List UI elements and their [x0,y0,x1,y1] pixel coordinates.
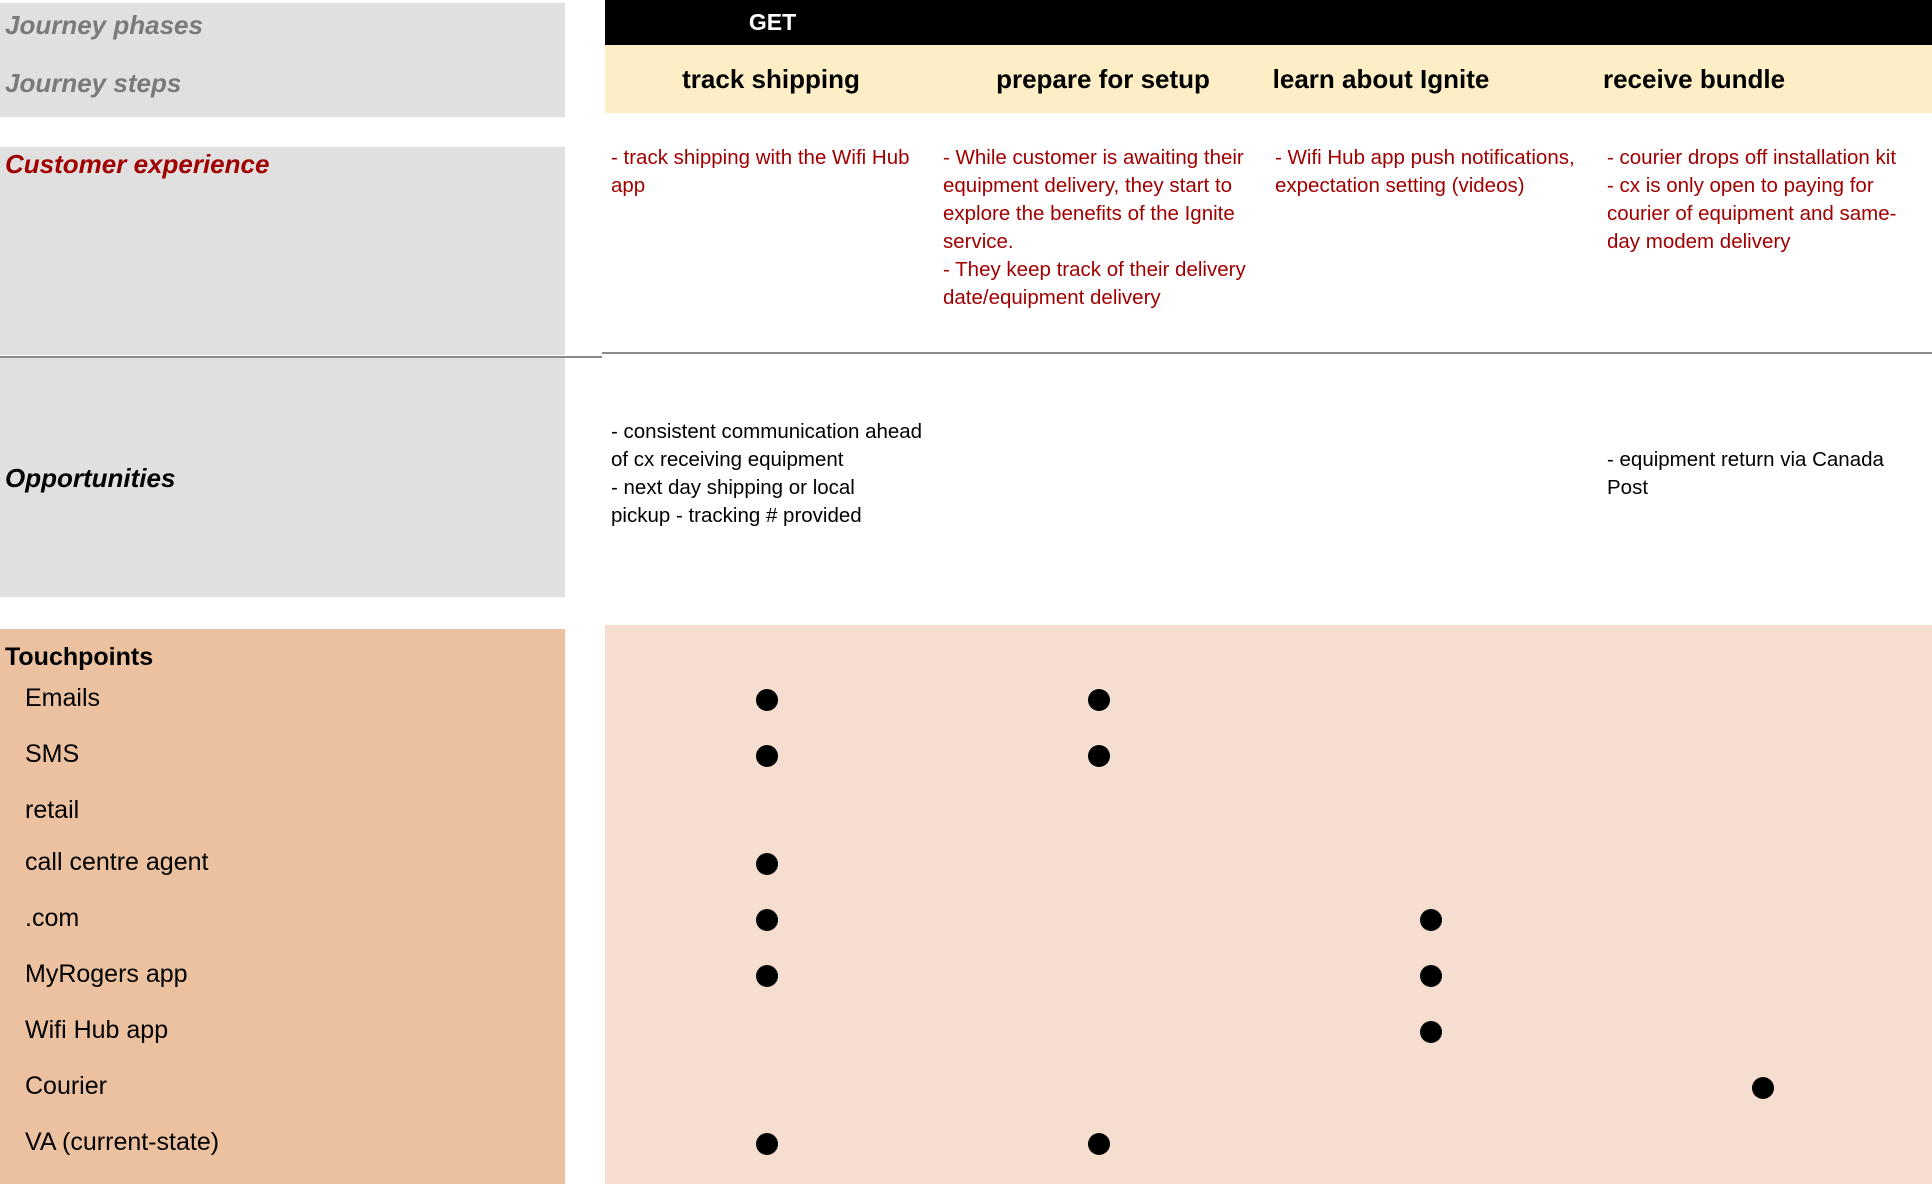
step-prepare-for-setup: prepare for setup [996,64,1210,94]
touchpoint-mark-dot [1752,1077,1774,1099]
touchpoint-label: retail [25,796,80,824]
touchpoint-mark-dot [756,909,778,931]
touchpoint-mark-dot [756,745,778,767]
row-divider-left [0,356,602,358]
touchpoint-mark-dot [1088,689,1110,711]
touchpoint-label: MyRogers app [25,960,188,988]
touchpoints-title: Touchpoints [5,643,154,671]
touchpoint-mark-dot [1088,1133,1110,1155]
touchpoint-label: SMS [25,740,80,768]
touchpoints-matrix-area [605,625,1932,1184]
touchpoint-label: VA (current-state) [25,1128,220,1156]
journey-steps-label: Journey steps [5,68,182,98]
cx-cell-track-shipping: - track shipping with the Wifi Hub app [611,146,910,197]
touchpoint-mark-dot [756,689,778,711]
opportunities-label: Opportunities [5,463,176,493]
touchpoint-label: .com [25,904,80,932]
touchpoint-mark-dot [756,853,778,875]
step-receive-bundle: receive bundle [1602,64,1786,94]
touchpoint-mark-dot [1420,1021,1442,1043]
opportunity-cell-track-shipping: - consistent communication ahead of cx receiving equipment - next day shipping or local pickup - tracking # provided [611,420,923,527]
cx-cell-receive-bundle: - courier drops off installation kit - cx is only open to paying for courier of equipment and same- day modem delivery [1607,146,1897,253]
touchpoint-label: call centre agent [25,848,209,876]
cx-cell-learn-about-ignite: - Wifi Hub app push notifications, expectation setting (videos) [1275,146,1575,197]
touchpoint-mark-dot [1420,909,1442,931]
journey-phases-label: Journey phases [5,10,203,40]
touchpoint-mark-dot [1088,745,1110,767]
journey-phase-label: GET [748,9,797,35]
touchpoint-mark-dot [756,1133,778,1155]
step-track-shipping: track shipping [682,64,860,94]
row-divider-right [602,352,1932,354]
touchpoint-mark-dot [1420,965,1442,987]
cx-cell-prepare-for-setup: - While customer is awaiting their equipment delivery, they start to explore the benefits of the Ignite service. - They keep track of their delivery date/equipment delivery [943,146,1246,309]
touchpoint-mark-dot [756,965,778,987]
step-learn-about-ignite: learn about Ignite [1272,64,1490,94]
touchpoint-label: Emails [25,684,101,712]
customer-experience-label: Customer experience [5,149,270,179]
touchpoint-label: Courier [25,1072,107,1100]
touchpoint-label: Wifi Hub app [25,1016,169,1044]
opportunity-cell-receive-bundle: - equipment return via Canada Post [1607,448,1884,499]
